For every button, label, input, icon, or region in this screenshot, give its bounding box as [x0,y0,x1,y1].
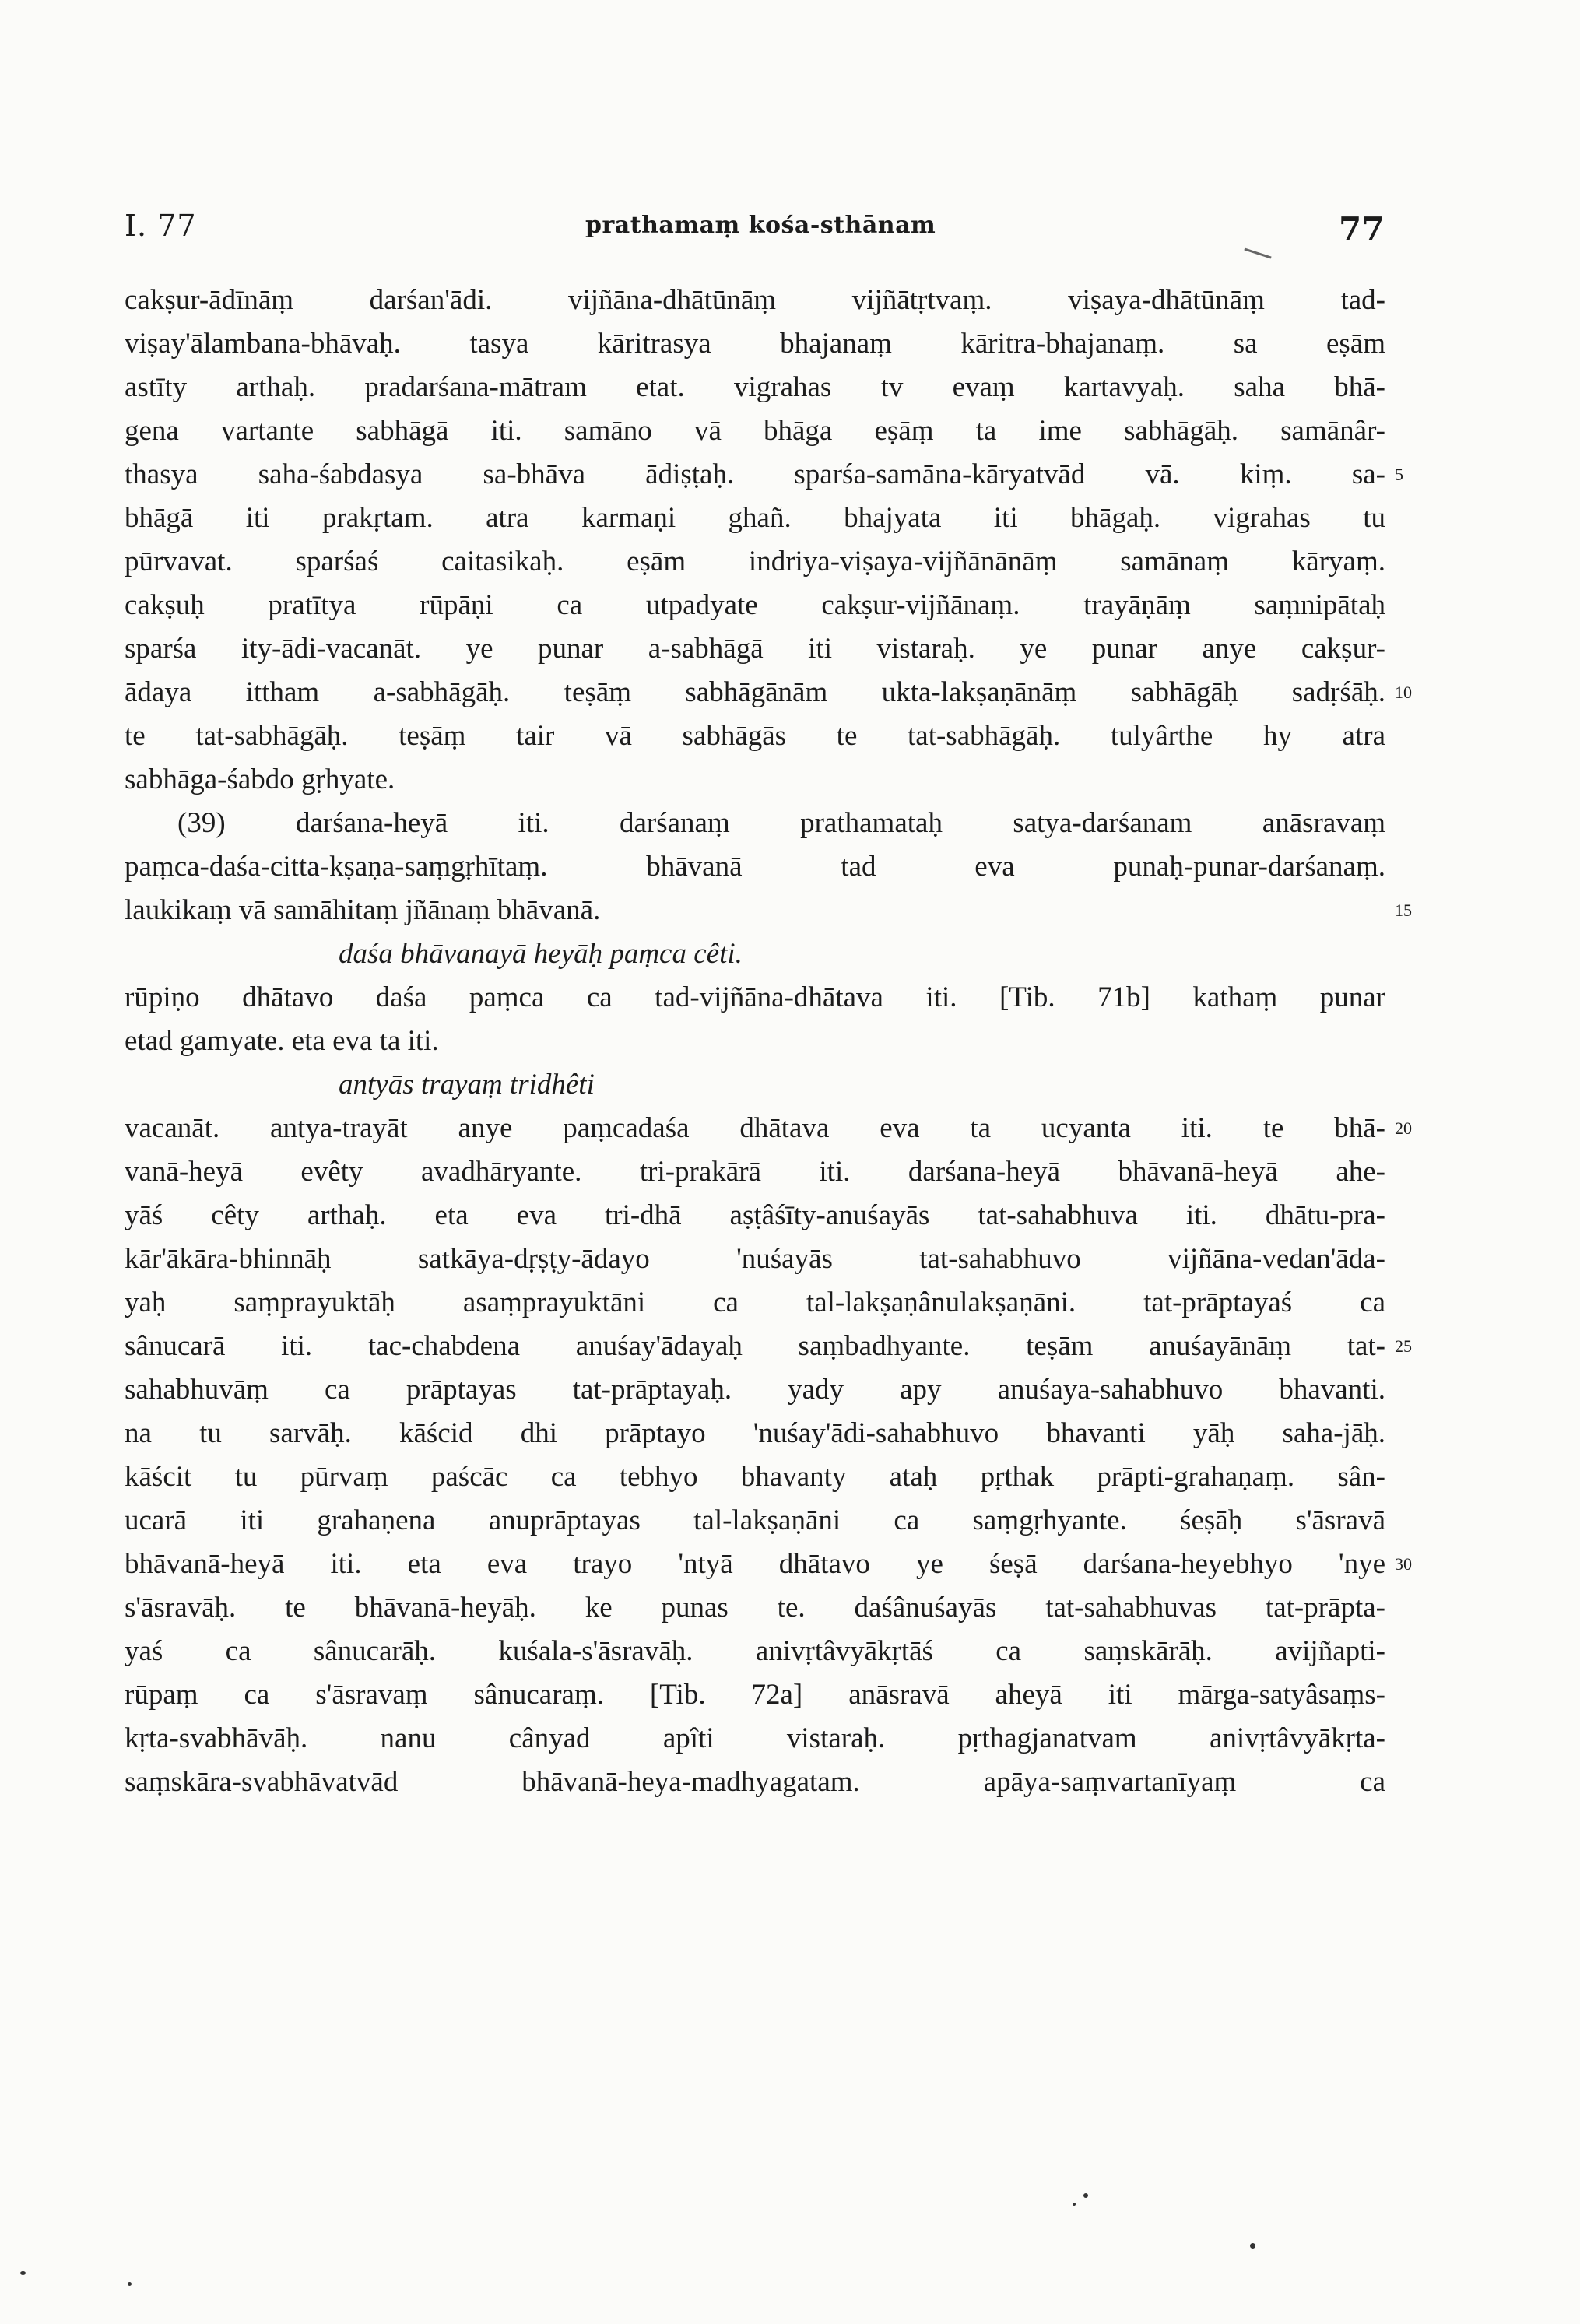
line-number: 25 [1395,1336,1412,1356]
text-line [125,627,1385,671]
line-text: kāścit tu pūrvaṃ paścāc ca tebhyo bhavanty ataḥ pṛthak prāpti-grahaṇaṃ. sân- [125,1461,1385,1493]
line-text: (39) darśana-heyā iti. darśanaṃ prathamataḥ satya-darśanam anāsravaṃ [177,807,1385,839]
text-line [125,1368,1385,1412]
text-line [125,453,1403,497]
line-text: vacanāt. antya-trayāt anye paṃcadaśa dhātava eva ta ucyanta iti. te bhā- [125,1112,1385,1144]
line-text: astīty arthaḥ. pradarśana-mātram etat. vigrahas tv evaṃ kartavyaḥ. saha bhā- [125,371,1385,403]
line-text: s'āsravāḥ. te bhāvanā-heyāḥ. ke punas te. daśânuśayās tat-sahabhuvas tat-prāpta- [125,1592,1385,1624]
text-line [125,976,1385,1020]
line-text: sânucarā iti. tac-chabdena anuśay'ādayaḥ saṃbadhyante. teṣām anuśayānāṃ tat- [125,1330,1385,1362]
line-number: 20 [1395,1118,1412,1138]
line-text: gena vartante sabhāgā iti. samāno vā bhāga eṣāṃ ta ime sabhāgāḥ. samānâr- [125,415,1385,447]
line-text: sahabhuvāṃ ca prāptayas tat-prāptayaḥ. yady apy anuśaya-sahabhuvo bhavanti. [125,1374,1385,1406]
text-line [125,366,1385,409]
text-line [125,279,1385,322]
line-text: yaḥ saṃprayuktāḥ asaṃprayuktāni ca tal-lakṣaṇânulakṣaṇāni. tat-prāptayaś ca [125,1287,1385,1318]
text-line [125,1150,1385,1194]
running-title: prathamaṃ kośa-sthānam [585,212,936,239]
page-number: 77 [1339,210,1385,248]
text-line [125,584,1385,627]
text-line [125,889,1412,932]
line-text: saṃskāra-svabhāvatvād bhāvanā-heya-madhyagatam. apāya-saṃvartanīyaṃ ca [125,1766,1385,1798]
commentary-text [125,279,1412,1804]
line-number: 5 [1395,465,1403,484]
text-line [125,1281,1385,1325]
line-text: viṣay'ālambana-bhāvaḥ. tasya kāritrasya bhajanaṃ kāritra-bhajanaṃ. sa eṣām [125,328,1385,360]
line-text: kār'ākāra-bhinnāḥ satkāya-dṛṣṭy-ādayo 'nuśayās tat-sahabhuvo vijñāna-vedan'āda- [125,1243,1385,1275]
ink-speck [20,2271,26,2275]
line-text: kṛta-svabhāvāḥ. nanu cânyad apîti vistaraḥ. pṛthagjanatvam anivṛtâvyākṛta- [125,1722,1385,1754]
line-text: yāś cêty arthaḥ. eta eva tri-dhā aṣṭâśīty-anuśayās tat-sahabhuva iti. dhātu-pra- [125,1199,1385,1231]
line-text: cakṣuḥ pratītya rūpāṇi ca utpadyate cakṣur-vijñānaṃ. trayāṇāṃ saṃnipātaḥ [125,589,1385,621]
ink-speck [1073,2203,1076,2206]
text-line [125,1673,1385,1717]
chapter-verse-ref: I. 77 [125,209,197,243]
text-line [125,1543,1412,1586]
line-text: bhāgā iti prakṛtam. atra karmaṇi ghañ. bhajyata iti bhāgaḥ. vigrahas tu [125,502,1385,534]
line-text: na tu sarvāḥ. kāścid dhi prāptayo 'nuśay'ādi-sahabhuvo bhavanti yāḥ saha-jāḥ. [125,1417,1385,1449]
line-number: 10 [1395,683,1412,702]
text-line [125,1194,1385,1237]
text-line [125,497,1385,540]
line-text: antyās trayaṃ tridhêti [339,1069,595,1101]
line-number: 15 [1395,900,1412,920]
text-line [125,1499,1385,1543]
line-text: bhāvanā-heyā iti. eta eva trayo 'ntyā dhātavo ye śeṣā darśana-heyebhyo 'nye [125,1548,1385,1580]
text-line [125,1020,1385,1063]
line-text: cakṣur-ādīnāṃ darśan'ādi. vijñāna-dhātūnāṃ vijñātṛtvaṃ. viṣaya-dhātūnāṃ tad- [125,284,1385,316]
text-line [125,1630,1385,1673]
line-number: 30 [1395,1554,1412,1574]
line-text: rūpiṇo dhātavo daśa paṃca ca tad-vijñāna-dhātava iti. [Tib. 71b] kathaṃ punar [125,981,1385,1013]
text-line [125,540,1385,584]
text-line [125,322,1385,366]
verse-line [125,1063,1385,1107]
text-line [125,1237,1385,1281]
text-line [125,845,1385,889]
text-line [125,802,1385,845]
line-text: etad gamyate. eta eva ta iti. [125,1025,439,1057]
text-line [125,409,1385,453]
running-header [0,0,1580,265]
ink-speck [128,2282,132,2286]
line-text: yaś ca sânucarāḥ. kuśala-s'āsravāḥ. anivṛtâvyākṛtāś ca saṃskārāḥ. avijñapti- [125,1635,1385,1667]
text-line [125,1325,1412,1368]
text-line [125,1586,1385,1630]
line-text: ucarā iti grahaṇena anuprāptayas tal-lakṣaṇāni ca saṃgṛhyante. śeṣāḥ s'āsravā [125,1504,1385,1536]
text-line [125,1412,1385,1455]
text-line [125,1717,1385,1761]
line-text: pūrvavat. sparśaś caitasikaḥ. eṣām indriya-viṣaya-vijñānānāṃ samānaṃ kāryaṃ. [125,546,1385,577]
text-line [125,1455,1385,1499]
line-text: paṃca-daśa-citta-kṣaṇa-saṃgṛhītaṃ. bhāvanā tad eva punaḥ-punar-darśanaṃ. [125,851,1385,883]
line-text: sabhāga-śabdo gṛhyate. [125,764,395,795]
line-text: laukikaṃ vā samāhitaṃ jñānaṃ bhāvanā. [125,894,601,926]
line-text: ādaya ittham a-sabhāgāḥ. teṣāṃ sabhāgānām ukta-lakṣaṇānāṃ sabhāgāḥ sadṛśāḥ. [125,676,1385,708]
line-text: sparśa ity-ādi-vacanāt. ye punar a-sabhāgā iti vistaraḥ. ye punar anye cakṣur- [125,633,1385,665]
text-line [125,1761,1385,1804]
text-line [125,758,1385,802]
line-text: vanā-heyā evêty avadhāryante. tri-prakārā iti. darśana-heyā bhāvanā-heyā ahe- [125,1156,1385,1188]
ink-speck [1083,2193,1088,2198]
ink-speck [1250,2243,1255,2249]
text-line [125,671,1412,714]
verse-line [125,932,1385,976]
line-text: thasya saha-śabdasya sa-bhāva ādiṣṭaḥ. sparśa-samāna-kāryatvād vā. kiṃ. sa- [125,458,1385,490]
text-line [125,1107,1412,1150]
line-text: rūpaṃ ca s'āsravaṃ sânucaraṃ. [Tib. 72a] anāsravā aheyā iti mārga-satyâsaṃs- [125,1679,1385,1711]
line-text: daśa bhāvanayā heyāḥ paṃca cêti. [339,938,743,970]
text-line [125,714,1385,758]
line-text: te tat-sabhāgāḥ. teṣāṃ tair vā sabhāgās te tat-sabhāgāḥ. tulyârthe hy atra [125,720,1385,752]
